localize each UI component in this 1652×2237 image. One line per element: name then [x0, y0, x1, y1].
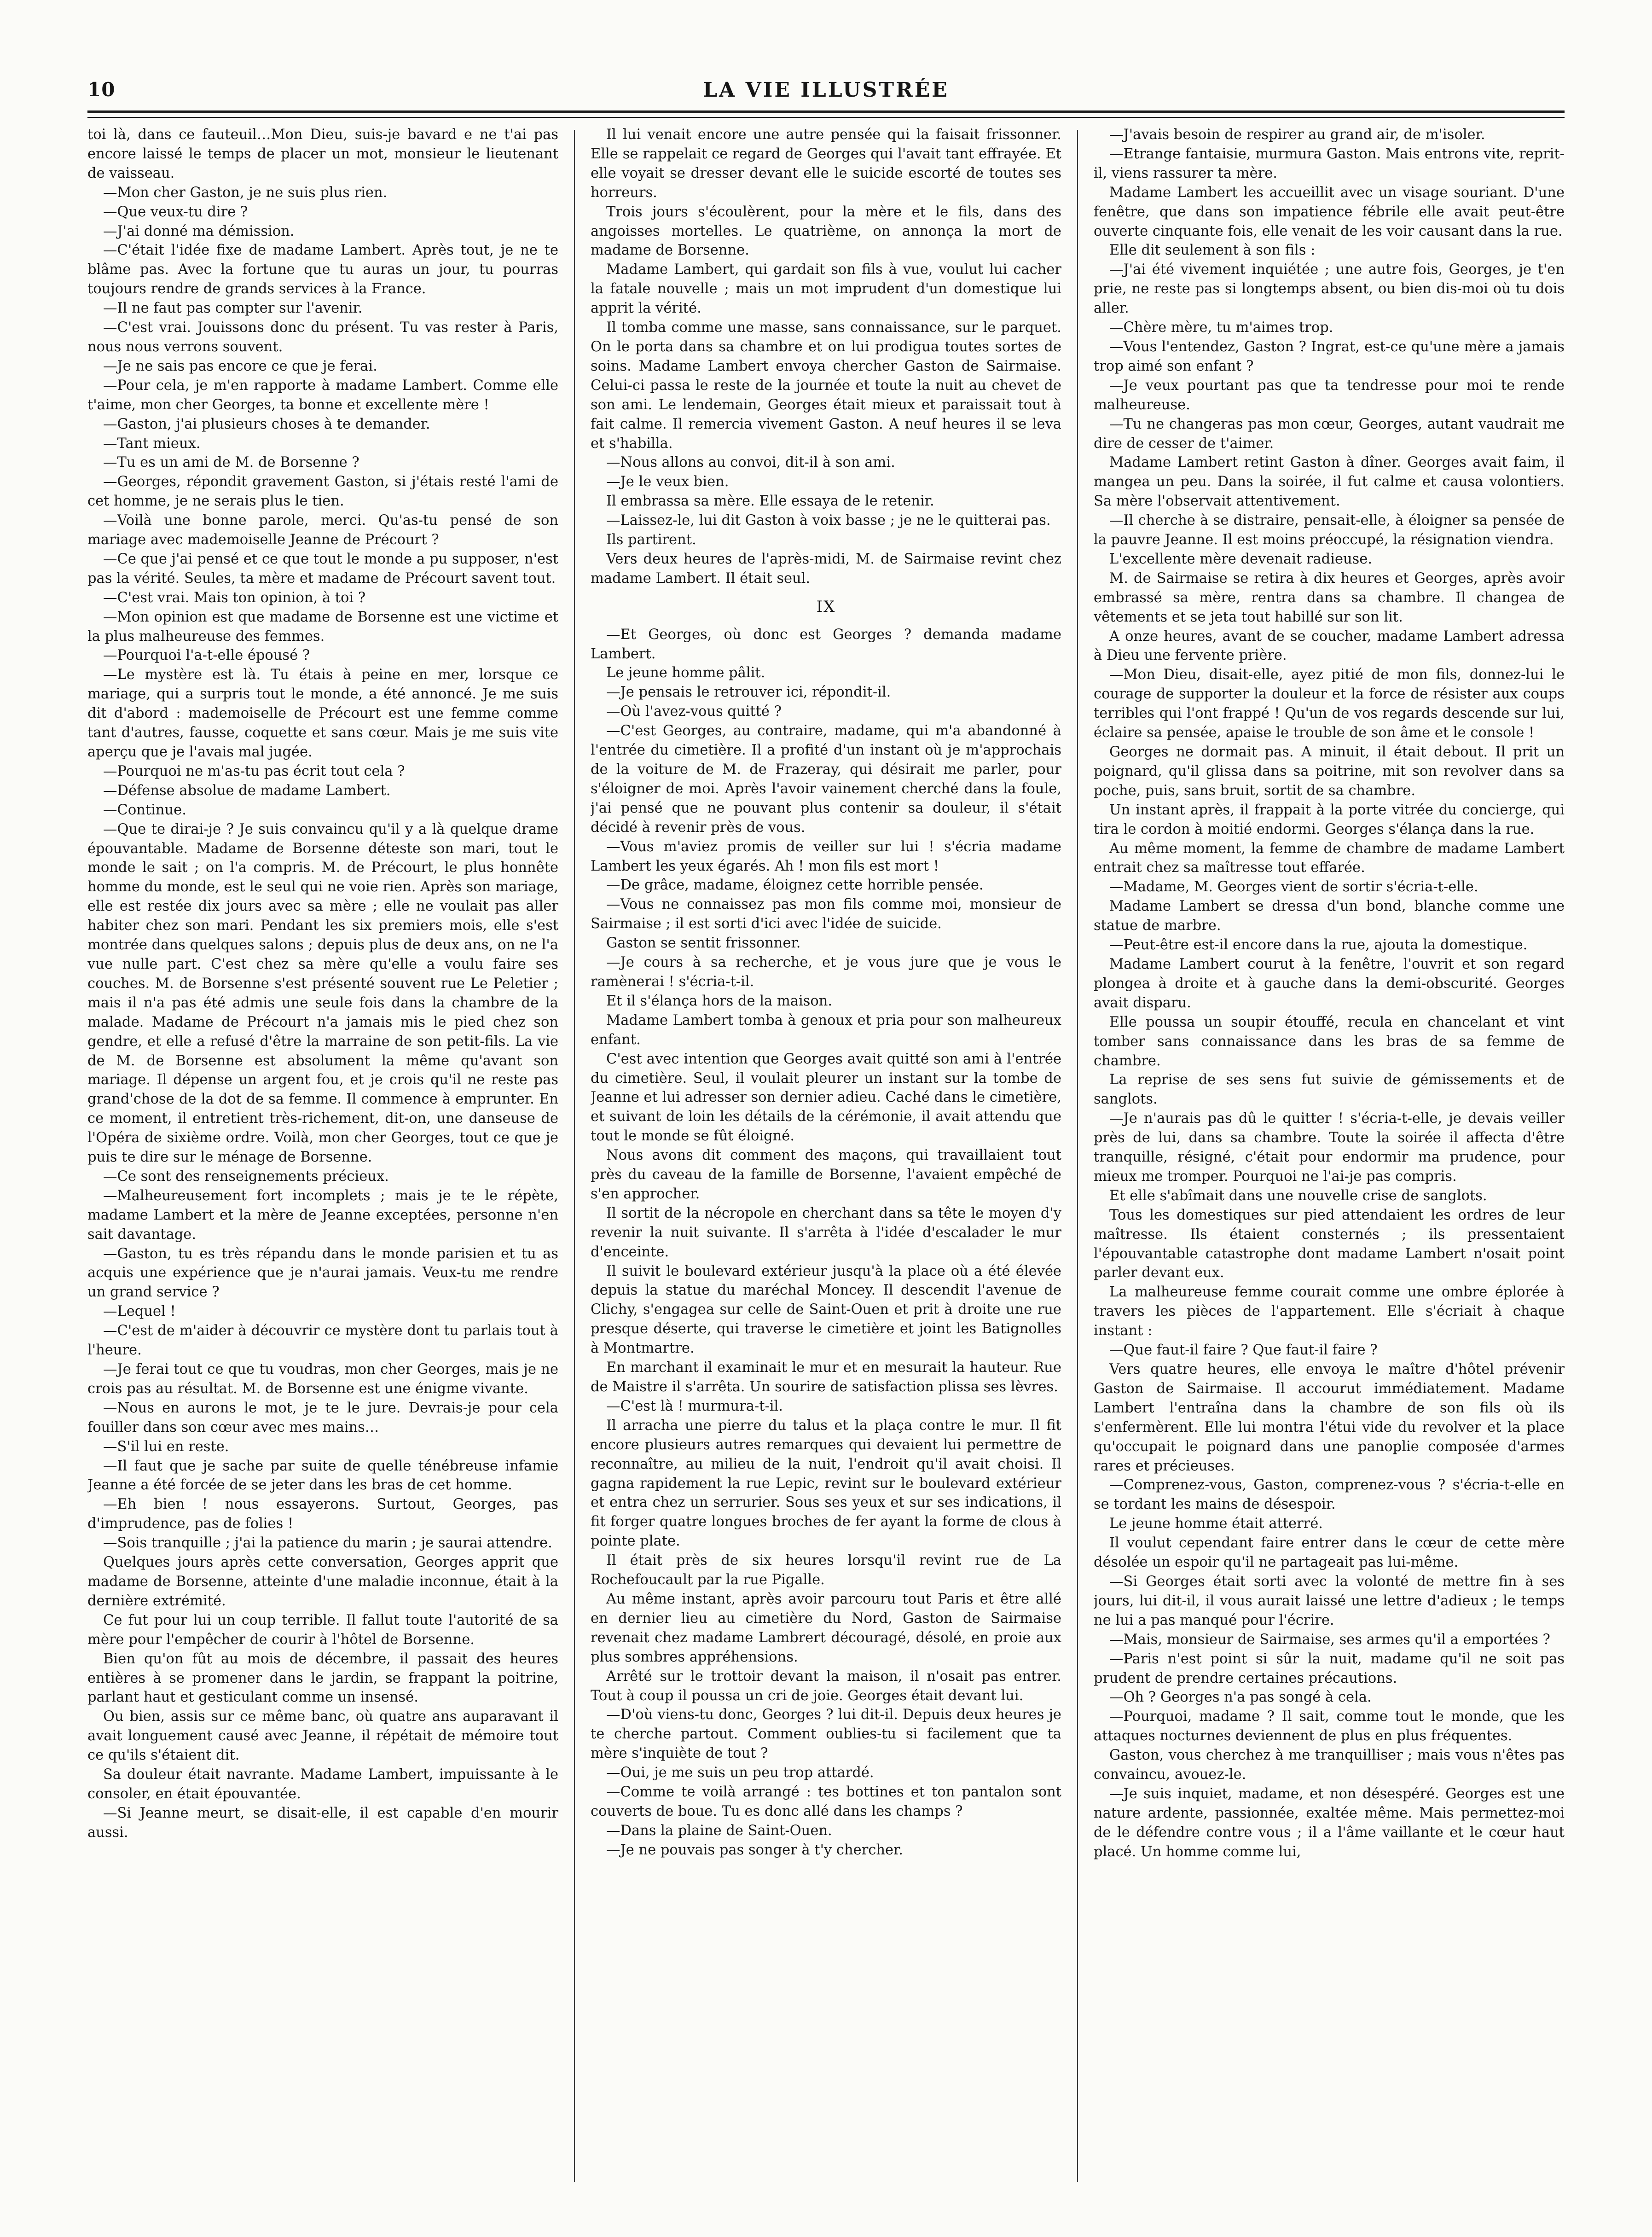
paragraph: Elle poussa un soupir étouffé, recula en chancelant et vint tomber sans connaissance dans les bras de sa femme de chambre. — [1094, 1014, 1565, 1069]
paragraph: —Il cherche à se distraire, pensait-elle, à éloigner sa pensée de la pauvre Jeanne. Il est moins préoccupé, la résignation viendra. — [1094, 512, 1565, 548]
paragraph: —Je ferai tout ce que tu voudras, mon cher Georges, mais je ne crois pas au résultat. M. de Borsenne est une énigme vivante. — [87, 1361, 558, 1397]
paragraph: —Oui, je me suis un peu trop attardé. — [606, 1765, 874, 1781]
section-heading: IX — [816, 597, 836, 616]
paragraph: —Pourquoi ne m'as-tu pas écrit tout cela ? — [103, 763, 405, 779]
paragraph: —Eh bien ! nous essayerons. Surtout, Georges, pas d'imprudence, pas de folies ! — [87, 1496, 558, 1532]
paragraph: Madame Lambert retint Gaston à dîner. Georges avait faim, il mangea un peu. Dans la soirée, il fut calme et causa volontiers. Sa mère l'observait attentivement. — [1094, 454, 1565, 510]
running-title: LA VIE ILLUSTRÉE — [703, 78, 949, 102]
paragraph: —J'ai été vivement inquiétée ; une autre fois, Georges, je t'en prie, ne reste pas si longtemps absent, ou bien dis-moi où tu dois aller. — [1094, 261, 1565, 317]
paragraph: —Sois tranquille ; j'ai la patience du marin ; je saurai attendre. — [103, 1535, 552, 1551]
column-1 — [87, 125, 558, 2182]
paragraph: M. de Sairmaise se retira à dix heures et Georges, après avoir embrassé sa mère, rentra dans sa chambre. Il changea de vêtements et se jeta tout habillé sur son lit. — [1094, 570, 1565, 625]
page-number: 10 — [87, 78, 116, 101]
paragraph: —Nous allons au convoi, dit-il à son ami. — [606, 454, 895, 471]
paragraph: —De grâce, madame, éloignez cette horrible pensée. — [606, 877, 984, 894]
paragraph: —Pour cela, je m'en rapporte à madame Lambert. Comme elle t'aime, mon cher Georges, ta bonne et excellente mère ! — [87, 377, 558, 413]
paragraph: Il était près de six heures lorsqu'il revint rue de La Rochefoucault par la rue Pigalle. — [591, 1552, 1061, 1588]
paragraph: Quelques jours après cette conversation, Georges apprit que madame de Borsenne, atteinte d'une maladie inconnue, était à la dernière extrémité. — [87, 1554, 558, 1609]
paragraph: —Je n'aurais pas dû le quitter ! s'écria-t-elle, je devais veiller près de lui, dans sa chambre. Toute la soirée il affecta d'être tranquille, résigné, c'était pour endormir ma prudence, pour mieux me tromper. Pourquoi ne l'ai-je pas compris. — [1094, 1110, 1565, 1185]
paragraph: —Si Jeanne meurt, se disait-elle, il est capable d'en mourir aussi. — [87, 1805, 558, 1841]
paragraph: —Il ne faut pas compter sur l'avenir. — [103, 300, 363, 317]
paragraph: —C'est Georges, au contraire, madame, qui m'a abandonné à l'entrée du cimetière. Il a profité d'un instant où je m'approchais de la voiture de M. de Frazeray, qui désirait me parler, pour s'éloigner de moi. Après l'avoir vainement cherché dans la foule, j'ai pensé que ne pouvant plus contenir sa douleur, il s'était décidé à revenir près de vous. — [591, 723, 1061, 836]
paragraph: —C'était l'idée fixe de madame Lambert. Après tout, je ne te blâme pas. Avec la fortune que tu auras un jour, tu pourras toujours rendre de grands services à la France. — [87, 242, 558, 297]
column-3 — [1094, 125, 1565, 2182]
paragraph: —Et Georges, où donc est Georges ? demanda madame Lambert. — [591, 626, 1061, 662]
paragraph: Vers deux heures de l'après-midi, M. de Sairmaise revint chez madame Lambert. Il était seul. — [591, 551, 1061, 587]
paragraph: —Voilà une bonne parole, merci. Qu'as-tu pensé de son mariage avec mademoiselle Jeanne de Précourt ? — [87, 512, 558, 548]
paragraph: L'excellente mère devenait radieuse. — [1109, 551, 1373, 567]
paragraph: —Où l'avez-vous quitté ? — [606, 703, 782, 720]
paragraph: Gaston se sentit frissonner. — [606, 935, 801, 952]
paragraph: Il tomba comme une masse, sans connaissance, sur le parquet. On le porta dans sa chambre et on lui prodigua toutes sortes de soins. Madame Lambert envoya chercher Gaston de Sairmaise. Celui-ci passa le reste de la journée et toute la nuit au chevet de son ami. Le lendemain, Georges était mieux et paraissait tout à fait calme. Il remercia vivement Gaston. A neuf heures il se leva et s'habilla. — [591, 320, 1061, 452]
paragraph: Il sortit de la nécropole en cherchant dans sa tête le moyen d'y revenir la nuit suivante. Il s'arrêta à l'idée d'escalader le mur d'enceinte. — [591, 1205, 1061, 1260]
paragraph: Ou bien, assis sur ce même banc, où quatre ans auparavant il avait longuement causé avec Jeanne, il répétait de mémoire tout ce qu'ils s'étaient dit. — [87, 1708, 558, 1764]
paragraph: Et il s'élança hors de la maison. — [606, 993, 833, 1009]
paragraph: —Que faut-il faire ? Que faut-il faire ? — [1109, 1342, 1378, 1359]
paragraph: —Le mystère est là. Tu étais à peine en mer, lorsque ce mariage, qui a surpris tout le monde, a été annoncé. Je me suis dit d'abord : mademoiselle de Précourt est une femme comme tant d'autres, fausse, coquette et sans cœur. Mais je me suis vite aperçu que je l'avais mal jugée. — [87, 667, 558, 760]
paragraph: Ce fut pour lui un coup terrible. Il fallut toute l'autorité de sa mère pour l'empêcher de courir à l'hôtel de Borsenne. — [87, 1612, 558, 1648]
paragraph: Georges ne dormait pas. A minuit, il était debout. Il prit un poignard, qu'il glissa dans sa poitrine, mit son revolver dans sa poche, puis, sans bruit, sortit de sa chambre. — [1094, 744, 1565, 799]
paragraph: —Chère mère, tu m'aimes trop. — [1109, 320, 1333, 336]
paragraph: —Vous l'entendez, Gaston ? Ingrat, est-ce qu'une mère a jamais trop aimé son enfant ? — [1094, 338, 1565, 374]
paragraph: —Que veux-tu dire ? — [103, 203, 248, 220]
paragraph: —C'est de m'aider à découvrir ce mystère dont tu parlais tout à l'heure. — [87, 1323, 558, 1359]
paragraph: —Je suis inquiet, madame, et non désespéré. Georges est une nature ardente, passionnée, exaltée même. Mais permettez-moi de le défendre contre vous ; il a l'âme vaillante et le cœur haut placé. Un homme comme lui, — [1094, 1785, 1565, 1860]
paragraph: —Continue. — [103, 802, 186, 818]
paragraph: —Défense absolue de madame Lambert. — [103, 782, 391, 799]
paragraph: —Paris n'est point si sûr la nuit, madame qu'il ne soit pas prudent de prendre certaines précautions. — [1094, 1650, 1565, 1686]
paragraph: Madame Lambert se dressa d'un bond, blanche comme une statue de marbre. — [1094, 898, 1565, 934]
paragraph: Elle dit seulement à son fils : — [1109, 242, 1316, 259]
column-divider — [1077, 130, 1078, 2182]
paragraph: Trois jours s'écoulèrent, pour la mère et le fils, dans des angoisses mortelles. Le quatrième, on annonça la mort de madame de Borsenne. — [591, 203, 1061, 259]
paragraph: —Mon Dieu, disait-elle, ayez pitié de mon fils, donnez-lui le courage de supporter la douleur et la force de résister aux coups terribles qui l'ont frappé ! Qu'un de vos regards descende sur lui, éclaire sa pensée, apaise le trouble de son âme et le console ! — [1094, 667, 1565, 741]
paragraph: —Pourquoi, madame ? Il sait, comme tout le monde, que les attaques nocturnes deviennent de plus en plus fréquentes. — [1094, 1708, 1565, 1744]
paragraph: —Tant mieux. — [103, 435, 201, 452]
paragraph: Il embrassa sa mère. Elle essaya de le retenir. — [606, 493, 934, 510]
paragraph: —Madame, M. Georges vient de sortir s'écria-t-elle. — [1109, 879, 1478, 895]
paragraph: Sa douleur était navrante. Madame Lambert, impuissante à le consoler, en était épouvantée. — [87, 1766, 558, 1802]
paragraph: —C'est là ! murmura-t-il. — [606, 1398, 783, 1414]
paragraph: Il arracha une pierre du talus et la plaça contre le mur. Il fit encore plusieurs autres remarques qui devaient lui permettre de reconnaître, au milieu de la nuit, l'endroit qu'il avait choisi. Il gagna rapidement la rue Lepic, revint sur le boulevard extérieur et entra chez un serrurier. Sous ses yeux et sur ses indications, il fit forger quatre longues broches de fer ayant la forme de clous à pointe plate. — [591, 1417, 1061, 1550]
paragraph: Madame Lambert, qui gardait son fils à vue, voulut lui cacher la fatale nouvelle ; mais un mot imprudent d'un domestique lui apprit la vérité. — [591, 261, 1061, 317]
paragraph: —S'il lui en reste. — [103, 1438, 229, 1455]
paragraph: —Ce sont des renseignements précieux. — [103, 1168, 389, 1185]
paragraph: —Gaston, tu es très répandu dans le monde parisien et tu as acquis une expérience que je n'aurai jamais. Veux-tu me rendre un grand service ? — [87, 1245, 558, 1301]
header-rule-thick — [87, 110, 1565, 113]
paragraph: —Mon cher Gaston, je ne suis plus rien. — [103, 184, 388, 201]
paragraph: Madame Lambert tomba à genoux et pria pour son malheureux enfant. — [591, 1012, 1061, 1048]
paragraph: Ils partirent. — [606, 532, 696, 548]
paragraph: Vers quatre heures, elle envoya le maître d'hôtel prévenir Gaston de Sairmaise. Il accourut immédiatement. Madame Lambert l'entraîna dans la chambre de son fils où ils s'enfermèrent. Elle lui montra l'étui vide du revolver et la place qu'occupait le poignard dans une panoplie composée d'armes rares et précieuses. — [1094, 1361, 1565, 1474]
paragraph: Au même moment, la femme de chambre de madame Lambert entrait chez sa maîtresse tout effarée. — [1094, 840, 1565, 876]
paragraph: —Comprenez-vous, Gaston, comprenez-vous ? s'écria-t-elle en se tordant les mains de désespoir. — [1094, 1477, 1565, 1513]
text-columns — [87, 125, 1565, 2182]
paragraph: Il suivit le boulevard extérieur jusqu'à la place où a été élevée depuis la statue du maréchal Moncey. Il descendit l'avenue de Clichy, s'engagea sur celle de Saint-Ouen et prit à droite une rue presque déserte, qui traverse le cimetière et joint les Batignolles à Montmartre. — [591, 1263, 1061, 1357]
page-header — [87, 78, 1565, 114]
paragraph: Nous avons dit comment des maçons, qui travaillaient tout près du caveau de la famille de Borsenne, l'avaient empêché de s'en approcher. — [591, 1147, 1061, 1202]
paragraph: En marchant il examinait le mur et en mesurait la hauteur. Rue de Maistre il s'arrêta. Un sourire de satisfaction plissa ses lèvres. — [591, 1360, 1061, 1395]
paragraph: —Georges, répondit gravement Gaston, si j'étais resté l'ami de cet homme, je ne serais plus le tien. — [87, 474, 558, 510]
paragraph: —Je cours à sa recherche, et je vous jure que je vous le ramènerai ! s'écria-t-il. — [591, 954, 1061, 990]
paragraph: —C'est vrai. Mais ton opinion, à toi ? — [103, 589, 366, 606]
paragraph: —Vous ne connaissez pas mon fils comme moi, monsieur de Sairmaise ; il est sorti d'ici avec l'idée de suicide. — [591, 896, 1061, 932]
paragraph: —Malheureusement fort incomplets ; mais je te le répète, madame Lambert et la mère de Jeanne exceptées, personne n'en sait davantage. — [87, 1187, 558, 1243]
paragraph: —Oh ? Georges n'a pas songé à cela. — [1109, 1689, 1372, 1706]
paragraph: Un instant après, il frappait à la porte vitrée du concierge, qui tira le cordon à moitié endormi. Georges s'élança dans la rue. — [1094, 802, 1565, 837]
paragraph: —Nous en aurons le mot, je te le jure. Devrais-je pour cela fouiller dans son cœur avec mes mains… — [87, 1400, 558, 1435]
paragraph: A onze heures, avant de se coucher, madame Lambert adressa à Dieu une fervente prière. — [1094, 628, 1565, 664]
paragraph: —Etrange fantaisie, murmura Gaston. Mais entrons vite, reprit-il, viens rassurer ta mère. — [1094, 145, 1565, 181]
column-divider — [574, 130, 575, 2182]
paragraph: —Si Georges était sorti avec la volonté de mettre fin à ses jours, lui dit-il, il vous aurait laissé une lettre d'adieux ; le temps ne lui a pas manqué pour l'écrire. — [1094, 1573, 1565, 1628]
paragraph: —Je ne sais pas encore ce que je ferai. — [103, 358, 377, 374]
paragraph: La reprise de ses sens fut suivie de gémissements et de sanglots. — [1094, 1072, 1565, 1108]
paragraph: —Je ne pouvais pas songer à t'y chercher. — [606, 1842, 903, 1858]
paragraph: —Il faut que je sache par suite de quelle ténébreuse infamie Jeanne a été forcée de se jeter dans les bras de cet homme. — [87, 1458, 558, 1493]
paragraph: Arrêté sur le trottoir devant la maison, il n'osait pas entrer. Tout à coup il poussa un cri de joie. Georges était devant lui. — [591, 1668, 1061, 1704]
paragraph: —J'ai donné ma démission. — [103, 223, 295, 239]
paragraph: Tous les domestiques sur pied attendaient les ordres de leur maîtresse. Ils étaient consternés ; ils pressentaient l'épouvantable catastrophe dont madame Lambert n'osait point parler devant eux. — [1094, 1207, 1565, 1281]
paragraph: —Comme te voilà arrangé : tes bottines et ton pantalon sont couverts de boue. Tu es donc allé dans les champs ? — [591, 1784, 1061, 1819]
paragraph: Madame Lambert les accueillit avec un visage souriant. D'une fenêtre, que dans son impatience fébrile elle avait peut-être ouverte cinquante fois, elle venait de les voir causant dans la rue. — [1094, 184, 1565, 239]
paragraph: —Lequel ! — [103, 1303, 176, 1320]
paragraph: —Tu es un ami de M. de Borsenne ? — [103, 454, 359, 471]
paragraph: —Je veux pourtant pas que ta tendresse pour moi te rende malheureuse. — [1094, 377, 1565, 413]
paragraph: —Je le veux bien. — [606, 474, 729, 490]
paragraph: —Tu ne changeras pas mon cœur, Georges, autant vaudrait me dire de cesser de t'aimer. — [1094, 416, 1565, 452]
header-rule-thin — [87, 117, 1565, 118]
paragraph: Il lui venait encore une autre pensée qui la faisait frissonner. Elle se rappelait ce regard de Georges qui l'avait tant effrayée. Et elle voyait se dresser devant elle le suicide escorté de toutes ses horreurs. — [591, 127, 1061, 201]
paragraph: Il voulut cependant faire entrer dans le cœur de cette mère désolée un espoir qu'il ne partageait pas lui-même. — [1094, 1535, 1565, 1571]
paragraph: —Gaston, j'ai plusieurs choses à te demander. — [103, 416, 430, 432]
paragraph: —Peut-être est-il encore dans la rue, ajouta la domestique. — [1109, 937, 1528, 953]
paragraph: C'est avec intention que Georges avait quitté son ami à l'entrée du cimetière. Seul, il voulait pleurer un instant sur la tombe de Jeanne et lui adresser son dernier adieu. Caché dans le cimetière, et suivant de loin les détails de la cérémonie, il avait attendu que tout le monde se fût éloigné. — [591, 1051, 1061, 1145]
paragraph: Gaston, vous cherchez à me tranquilliser ; mais vous n'êtes pas convaincu, avouez-le. — [1094, 1747, 1565, 1783]
paragraph: —Que te dirai-je ? Je suis convaincu qu'il y a là quelque drame épouvantable. Madame de Borsenne déteste son mari, tout le monde le sait ; on l'a compris. M. de Précourt, le plus honnête homme du monde, est le seul qui ne voie rien. Après son mariage, elle est restée dix jours avec sa mère ; elle ne voulait pas aller habiter chez son mari. Pendant les six premiers mois, elle s'est montrée dans quelques salons ; depuis plus de deux ans, on ne l'a vue nulle part. C'est chez sa mère qu'elle a voulu faire ses couches. M. de Borsenne s'est présenté souvent rue Le Peletier ; mais il n'a pas été admis une seule fois dans la chambre de la malade. Madame de Précourt n'a jamais mis le pied chez son gendre, et elle a refusé d'être la marraine de son petit-fils. La vie de M. de Borsenne est absolument la même qu'avant son mariage. Il dépense un argent fou, et je crois qu'il ne reste pas grand'chose de la dot de sa femme. Il commence à emprunter. En ce moment, il entretient très-richement, dit-on, une danseuse de l'Opéra de sixième ordre. Voilà, mon cher Georges, tout ce que je puis te dire sur le ménage de Borsenne. — [87, 821, 558, 1166]
paragraph: —Vous m'aviez promis de veiller sur lui ! s'écria madame Lambert les yeux égarés. Ah ! mon fils est mort ! — [591, 838, 1061, 874]
paragraph: —Ce que j'ai pensé et ce que tout le monde a pu supposer, n'est pas la vérité. Seules, ta mère et madame de Précourt savent tout. — [87, 551, 558, 587]
paragraph: Le jeune homme était atterré. — [1109, 1516, 1323, 1532]
paragraph: Madame Lambert courut à la fenêtre, l'ouvrit et son regard plongea à droite et à gauche dans la demi-obscurité. Georges avait disparu. — [1094, 956, 1565, 1011]
paragraph: Le jeune homme pâlit. — [606, 665, 765, 681]
paragraph: —Mais, monsieur de Sairmaise, ses armes qu'il a emportées ? — [1109, 1631, 1550, 1648]
paragraph: —Laissez-le, lui dit Gaston à voix basse ; je ne le quitterai pas. — [606, 512, 1051, 529]
paragraph: La malheureuse femme courait comme une ombre éplorée à travers les pièces de l'appartement. Elle s'écriait à chaque instant : — [1094, 1284, 1565, 1339]
paragraph: Et elle s'abîmait dans une nouvelle crise de sanglots. — [1109, 1187, 1487, 1204]
paragraph: —J'avais besoin de respirer au grand air, de m'isoler. — [1109, 127, 1485, 143]
paragraph: —Mon opinion est que madame de Borsenne est une victime et la plus malheureuse des femmes. — [87, 609, 558, 645]
paragraph: —C'est vrai. Jouissons donc du présent. Tu vas rester à Paris, nous nous verrons souvent. — [87, 320, 558, 355]
paragraph: toi là, dans ce fauteuil…Mon Dieu, suis-je bavard e ne t'ai pas encore laissé le temps de placer un mot, monsieur le lieutenant de vaisseau. — [87, 127, 558, 181]
paragraph: —Dans la plaine de Saint-Ouen. — [606, 1822, 832, 1839]
paragraph: —Pourquoi l'a-t-elle épousé ? — [103, 647, 310, 664]
paragraph: —D'où viens-tu donc, Georges ? lui dit-il. Depuis deux heures je te cherche partout. Comment oublies-tu si facilement que ta mère s'inquiète de tout ? — [591, 1707, 1061, 1762]
paragraph: Au même instant, après avoir parcouru tout Paris et être allé en dernier lieu au cimetière du Nord, Gaston de Sairmaise revenait chez madame Lambrert découragé, désolé, en proie aux plus sombres appréhensions. — [591, 1591, 1061, 1665]
paragraph: Bien qu'on fût au mois de décembre, il passait des heures entières à se promener dans le jardin, se frappant la poitrine, parlant haut et gesticulant comme un insensé. — [87, 1650, 558, 1706]
column-2 — [591, 125, 1061, 2182]
paragraph: —Je pensais le retrouver ici, répondit-il. — [606, 684, 891, 701]
